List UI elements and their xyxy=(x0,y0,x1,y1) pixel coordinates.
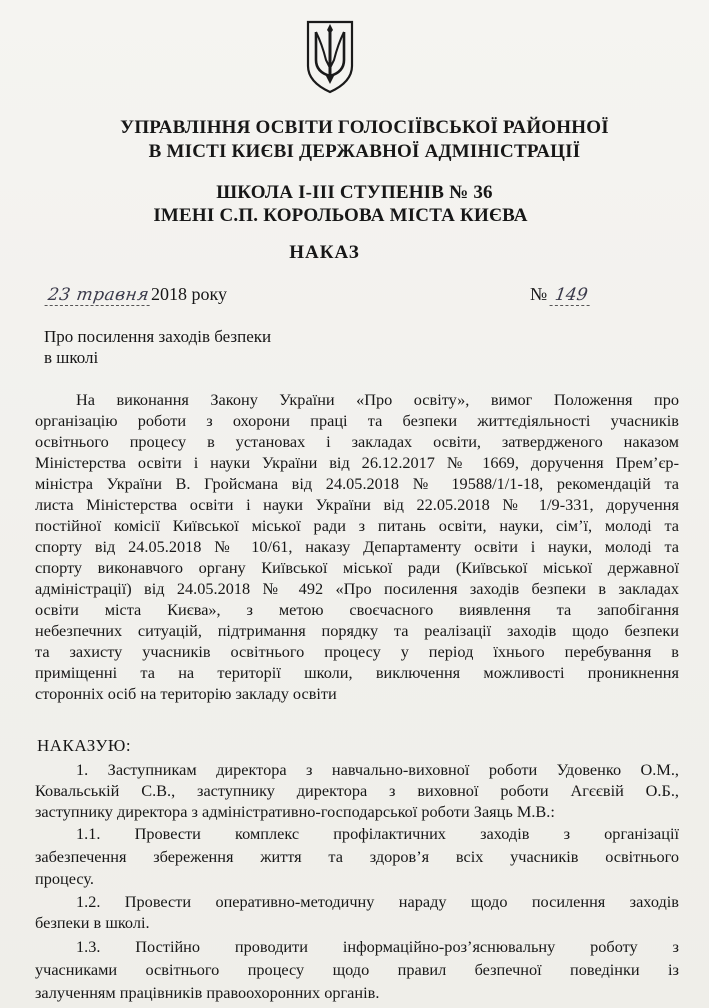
preamble-line: освітнього процесу в установах і закладах освіти, затвердженого наказом xyxy=(35,432,679,451)
preamble-line: постійної комісії Київської міської ради з питань освіти, науки, сім’ї, молоді та xyxy=(35,516,679,535)
school-name: ШКОЛА І-ІІІ СТУПЕНІВ № 36 xyxy=(216,182,493,203)
number-sign: № xyxy=(530,284,548,304)
department-subtitle: В МІСТІ КИЄВІ ДЕРЖАВНОЇ АДМІНІСТРАЦІЇ xyxy=(148,141,581,162)
preamble-line: Міністерства освіти і науки України від 26.12.2017 № 1669, доручення Прем’єр- xyxy=(35,453,679,472)
preamble-line: міністра України В. Гройсмана від 24.05.2018 № 19588/1/1-18, рекомендацій та xyxy=(35,474,679,493)
preamble-line: організацію роботи з охорони праці та безпеки життєдіяльності учасників xyxy=(35,411,679,430)
preamble-line: та захисту учасників освітнього процесу у період їхнього перебування в xyxy=(35,642,679,661)
preamble-line: спорту від 24.05.2018 № 10/61, наказу Департаменту освіти і науки, молоді та xyxy=(35,537,679,556)
preamble-line: адміністрації) від 24.05.2018 № 492 «Про посилення заходів безпеки в закладах xyxy=(35,579,679,598)
order-number xyxy=(530,284,592,306)
order-date xyxy=(46,284,227,306)
preamble-line: На виконання Закону України «Про освіту», вимог Положення про xyxy=(76,390,679,409)
school-name-line2: ІМЕНІ С.П. КОРОЛЬОВА МІСТА КИЄВА xyxy=(153,205,528,226)
order-item-line: заступнику директора з адміністративно-господарської роботи Заяць М.В.: xyxy=(35,802,555,821)
order-subitem-line: 1.3. Постійно проводити інформаційно-роз’яснювальну роботу з xyxy=(76,937,679,956)
order-subitem-line: 1.2. Провести оперативно-методичну нараду щодо посилення заходів xyxy=(76,892,679,911)
order-subitem-line: залученням працівників правоохоронних органів. xyxy=(35,983,380,1002)
order-subitem-line: забезпечення збереження життя та здоров’я всіх учасників освітнього xyxy=(35,847,679,866)
date-year: 2018 року xyxy=(151,284,228,304)
preamble-line: спорту виконавчого органу Київської міської ради (Київської міської державної xyxy=(35,558,679,577)
preamble-line: листа Міністерства освіти і науки України від 22.05.2018 № 1/9-331, доручення xyxy=(35,495,679,514)
handwritten-date: 23 травня xyxy=(45,285,153,306)
preamble-line: приміщенні та на території школи, виключення можливості проникнення xyxy=(35,663,679,682)
order-subitem-line: безпеки в школі. xyxy=(35,913,150,932)
preamble-line: освіти міста Києва», з метою своєчасного виявлення та запобігання xyxy=(35,600,679,619)
order-heading: НАКАЗУЮ: xyxy=(37,736,132,755)
order-subitem-line: 1.1. Провести комплекс профілактичних заходів з організації xyxy=(76,824,679,843)
document-type: НАКАЗ xyxy=(289,242,360,263)
handwritten-number: 149 xyxy=(550,285,593,306)
order-subitem-line: процесу. xyxy=(35,869,94,888)
department-title: УПРАВЛІННЯ ОСВІТИ ГОЛОСІЇВСЬКОЇ РАЙОННОЇ xyxy=(120,117,609,138)
trident-coat-of-arms-icon xyxy=(304,16,356,96)
subject-line: в школі xyxy=(44,348,99,367)
order-item-line: 1. Заступникам директора з навчально-виховної роботи Удовенко О.М., xyxy=(76,760,679,779)
order-item-line: Ковальській С.В., заступнику директора з виховної роботи Агєєвій О.Б., xyxy=(35,781,679,800)
order-subitem-line: учасниками освітнього процесу щодо правил безпечної поведінки із xyxy=(35,960,679,979)
order-subject xyxy=(44,326,271,368)
subject-line: Про посилення заходів безпеки xyxy=(44,327,272,346)
preamble-line: сторонніх осіб на територію закладу освіти xyxy=(35,684,337,703)
preamble-line: небезпечних ситуацій, підтримання порядку та реалізації заходів щодо безпеки xyxy=(35,621,679,640)
